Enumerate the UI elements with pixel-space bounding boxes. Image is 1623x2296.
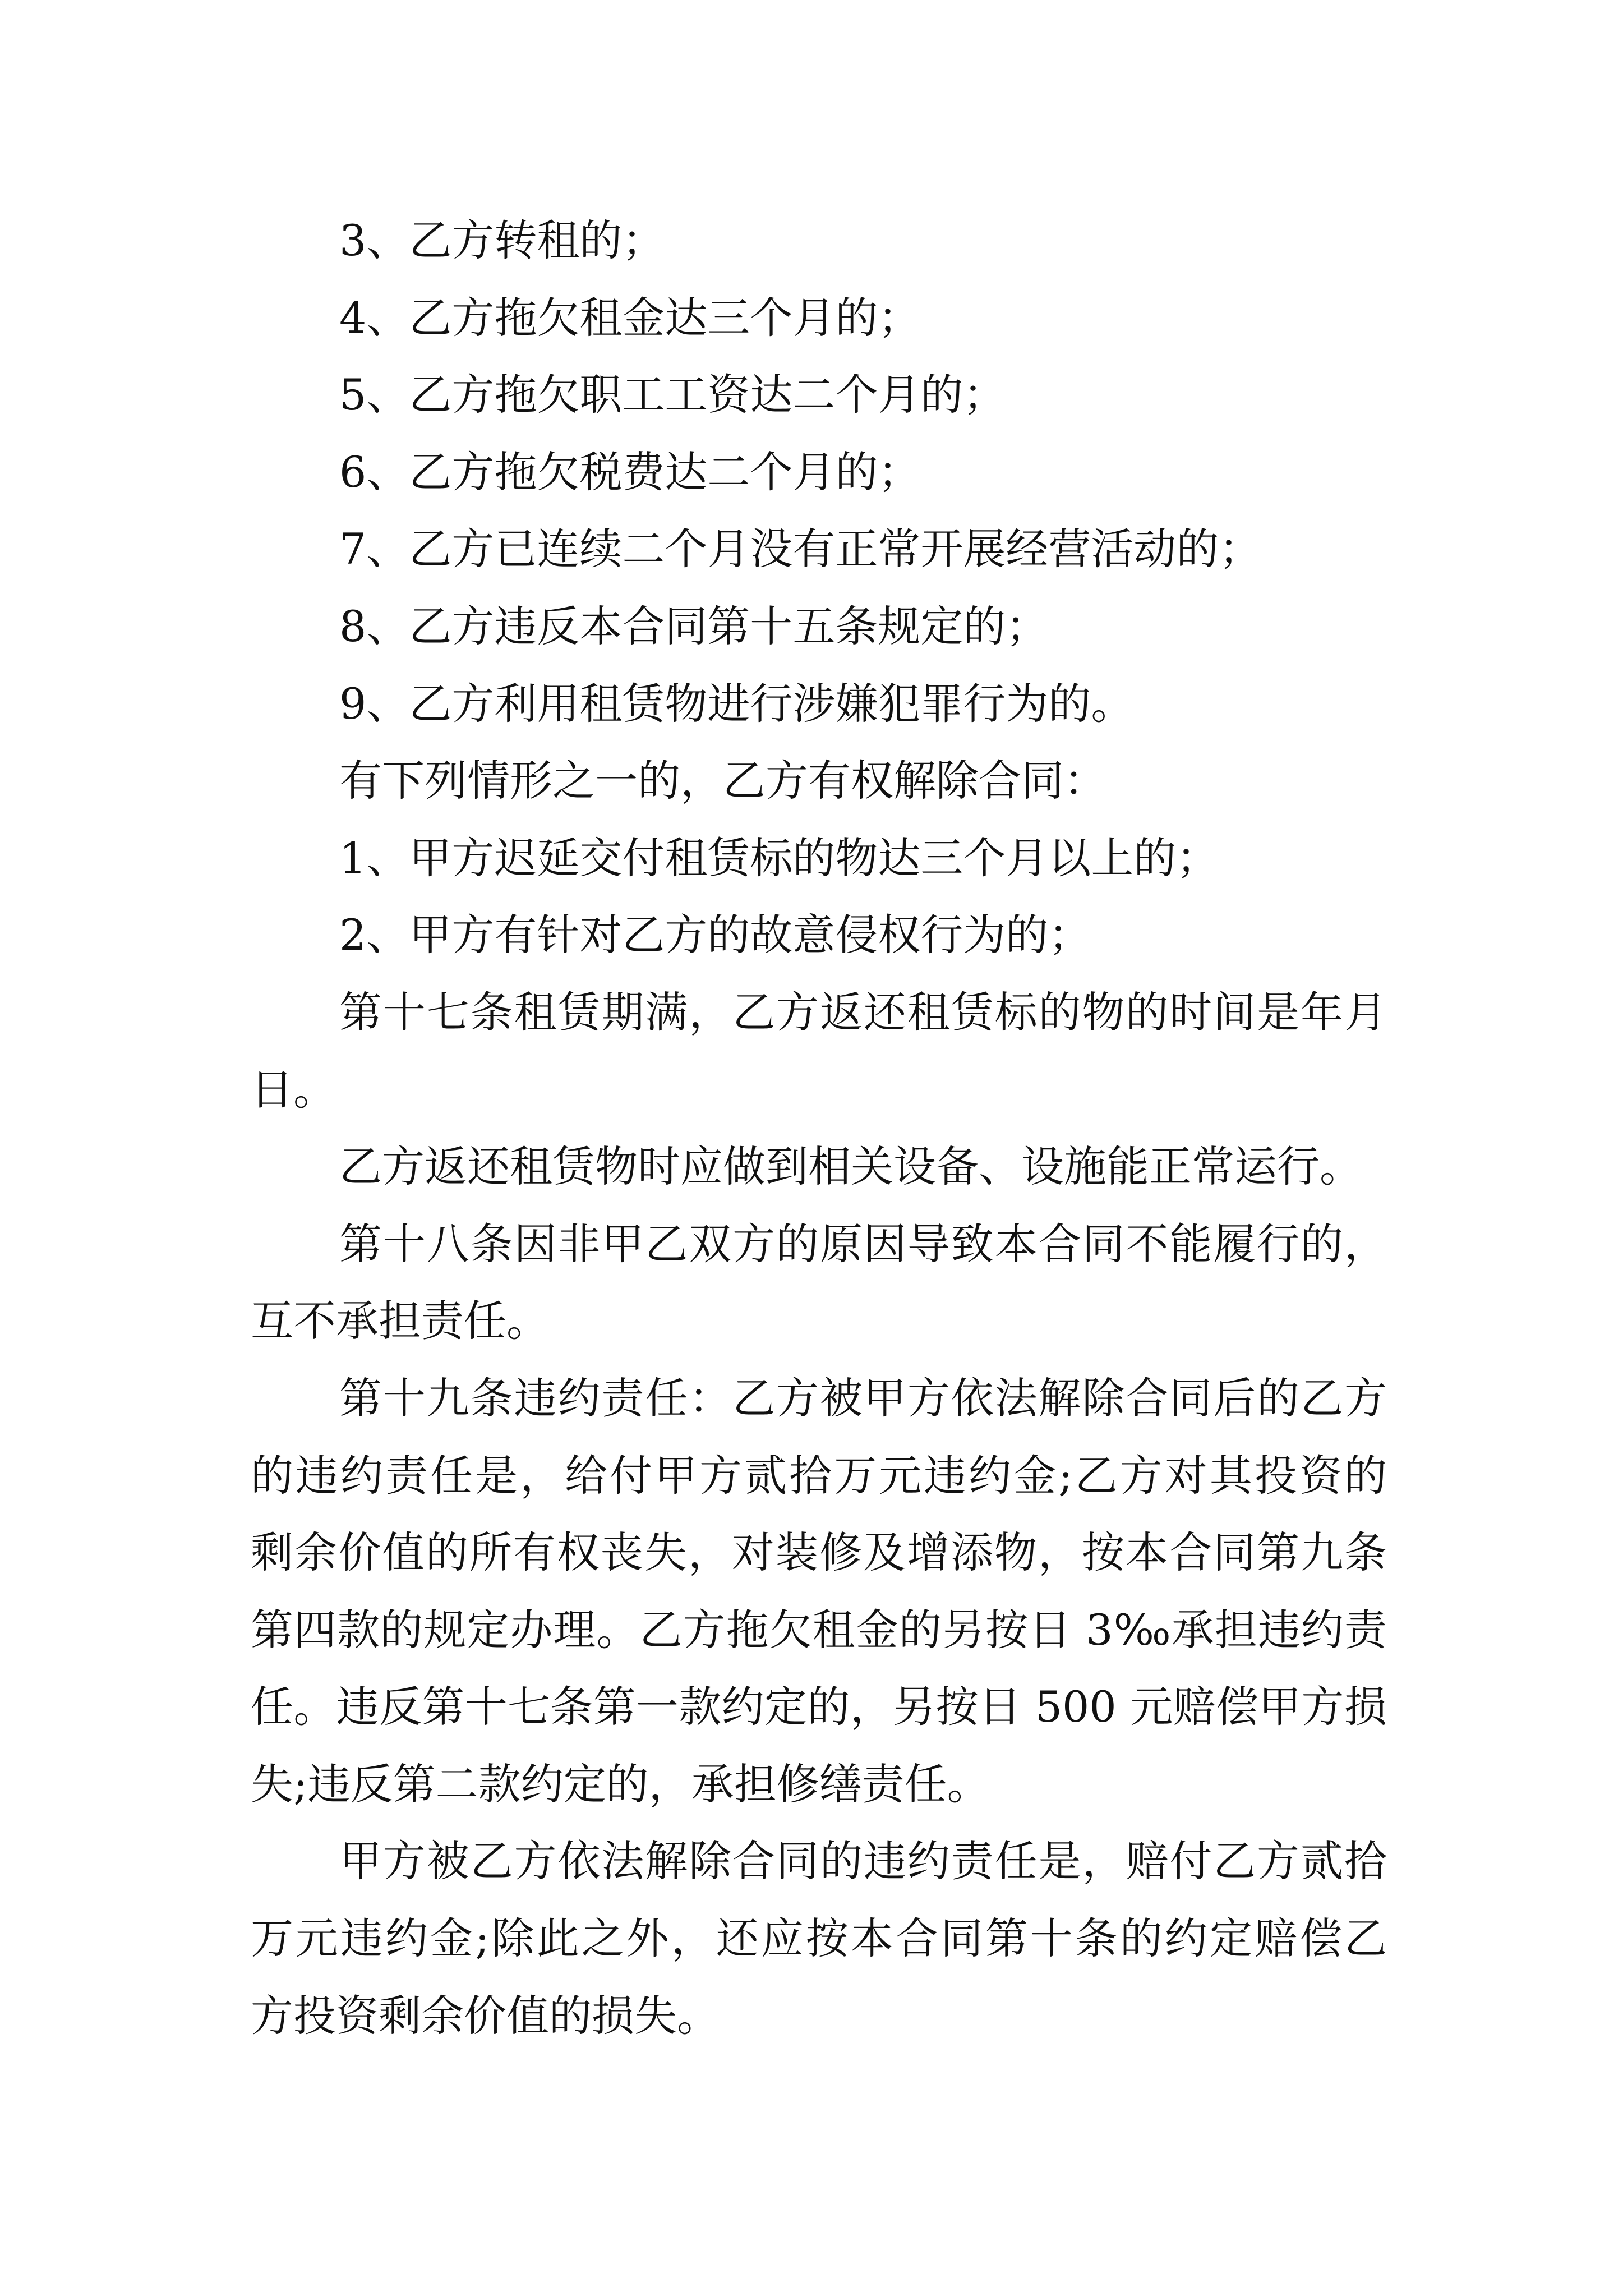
document-body — [251, 202, 1387, 2054]
text-line: 5、乙方拖欠职工工资达二个月的； — [339, 370, 1006, 420]
text-line: 甲方被乙方依法解除合同的违约责任是，赔付乙方贰拾 — [339, 1836, 1387, 1887]
text-line: 方投资剩余价值的损失。 — [251, 1990, 720, 2041]
clause-item-7 — [251, 510, 1387, 588]
text-line: 1、甲方迟延交付租赁标的物达三个月以上的； — [339, 832, 1219, 883]
text-line: 失;违反第二款约定的，承担修缮责任。 — [251, 1759, 990, 1809]
clause-item-3 — [251, 202, 1387, 279]
article-17 — [251, 974, 1387, 1128]
text-line: 有下列情形之一的，乙方有权解除合同： — [339, 756, 1106, 806]
clause-item-6 — [251, 434, 1387, 511]
text-line: 9、乙方利用租赁物进行涉嫌犯罪行为的。 — [339, 678, 1134, 729]
text-line: 万元违约金;除此之外，还应按本合同第十条的约定赔偿乙 — [251, 1913, 1387, 1964]
clause-item-5 — [251, 356, 1387, 434]
text-line: 的违约责任是，给付甲方贰拾万元违约金;乙方对其投资的 — [251, 1450, 1387, 1501]
text-line: 日。 — [251, 1064, 336, 1115]
text-line: 2、甲方有针对乙方的故意侵权行为的； — [339, 910, 1091, 960]
tenant-clause-item-2 — [251, 896, 1387, 974]
clause-item-8 — [251, 588, 1387, 665]
clause-item-4 — [251, 279, 1387, 357]
text-line: 6、乙方拖欠税费达二个月的； — [339, 447, 921, 497]
text-line: 互不承担责任。 — [251, 1296, 549, 1346]
text-line: 3、乙方转租的； — [339, 215, 665, 265]
text-line: 4、乙方拖欠租金达三个月的； — [339, 292, 921, 343]
tenant-termination-rights-intro — [251, 742, 1387, 820]
clause-item-9 — [251, 665, 1387, 743]
article-17-return-condition — [251, 1128, 1387, 1205]
article-19 — [251, 1360, 1387, 1823]
text-line: 第十七条租赁期满，乙方返还租赁标的物的时间是年月 — [339, 987, 1387, 1037]
article-19-landlord-liability — [251, 1823, 1387, 2054]
text-line: 第十九条违约责任：乙方被甲方依法解除合同后的乙方 — [339, 1373, 1387, 1423]
tenant-clause-item-1 — [251, 820, 1387, 897]
text-line: 8、乙方违反本合同第十五条规定的； — [339, 601, 1049, 651]
text-line: 剩余价值的所有权丧失，对装修及增添物，按本合同第九条 — [251, 1527, 1387, 1578]
text-line: 第十八条因非甲乙双方的原因导致本合同不能履行的， — [339, 1218, 1387, 1269]
article-18 — [251, 1205, 1387, 1360]
text-line: 7、乙方已连续二个月没有正常开展经营活动的； — [339, 524, 1262, 574]
text-line: 第四款的规定办理。乙方拖欠租金的另按日 3‰承担违约责 — [251, 1604, 1387, 1655]
text-line: 任。违反第十七条第一款约定的，另按日 500 元赔偿甲方损 — [251, 1682, 1387, 1732]
text-line: 乙方返还租赁物时应做到相关设备、设施能正常运行。 — [339, 1142, 1362, 1192]
